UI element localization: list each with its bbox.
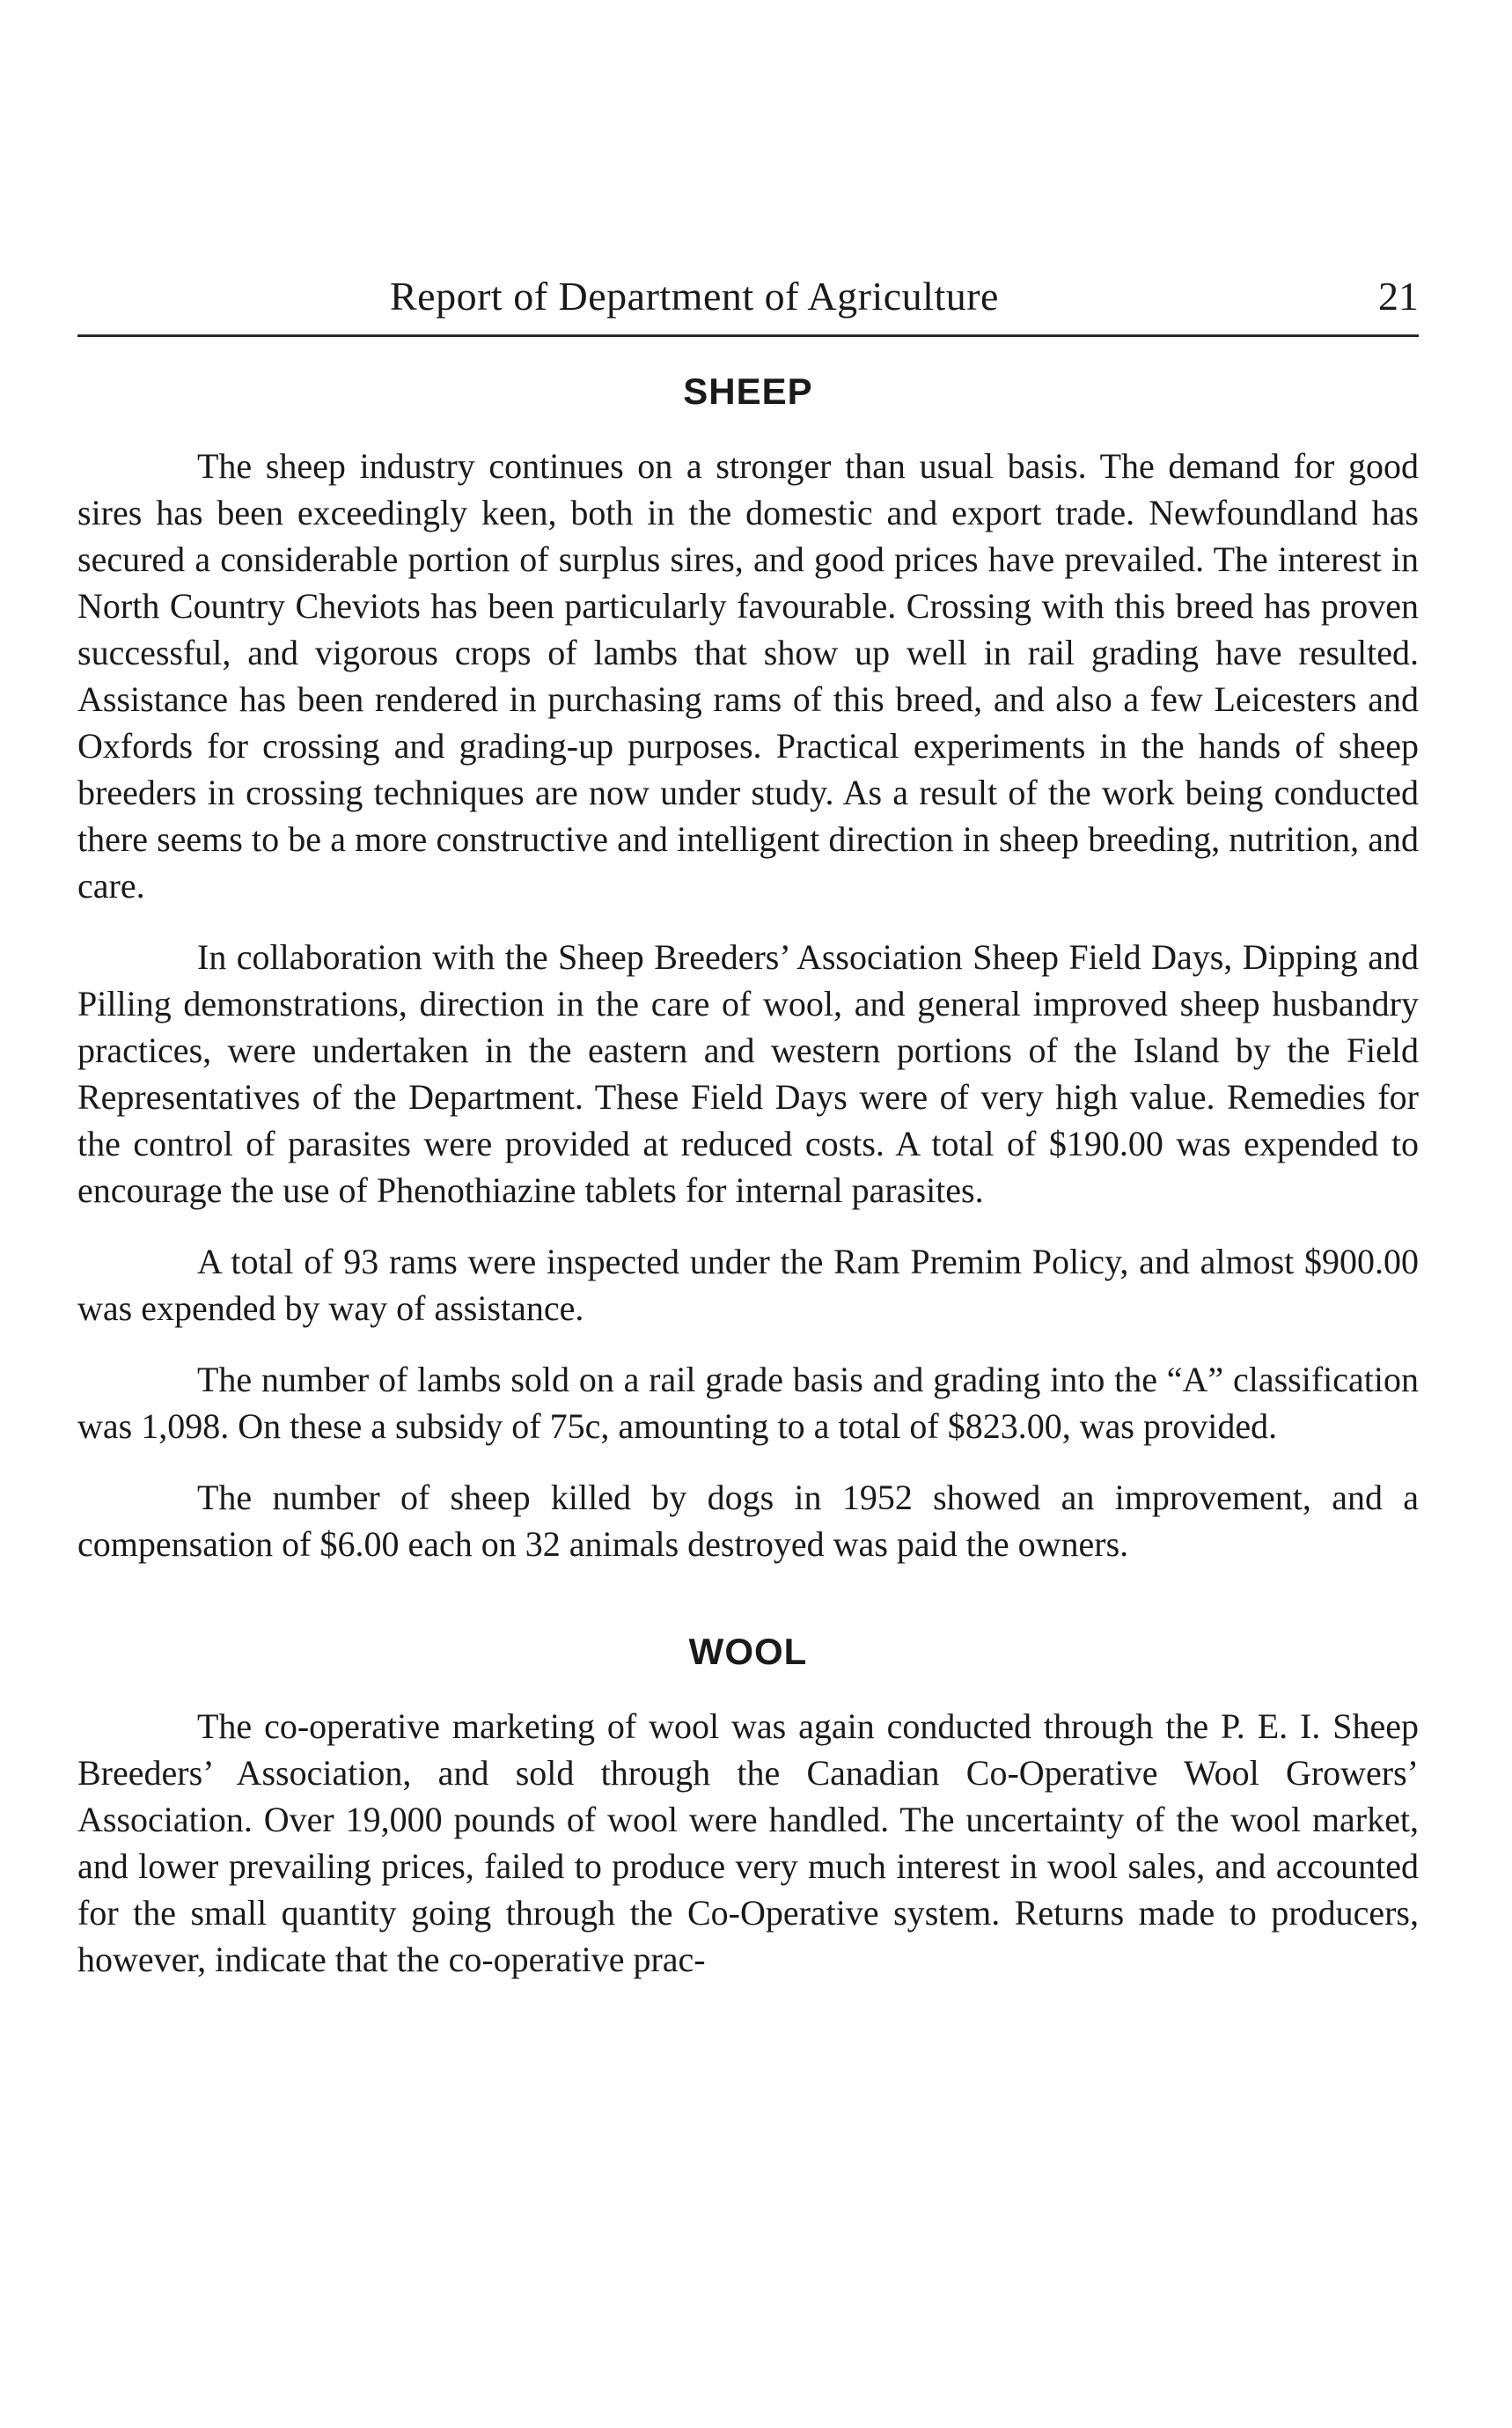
document-page: [77, 264, 1419, 2007]
section-heading-sheep: SHEEP: [683, 370, 813, 412]
paragraph: The number of sheep killed by dogs in 1952 showed an improvement, and a compensation of $6.00 each on 32 animals destroyed was paid the owners.: [77, 1478, 1419, 1564]
section-wool: [77, 1631, 1419, 1983]
paragraph: The number of lambs sold on a rail grade basis and grading into the “A” classification was 1,098. On these a subsidy of 75c, amounting to a total of $823.00, was provided.: [77, 1360, 1419, 1446]
paragraph: A total of 93 rams were inspected under the Ram Premim Policy, and almost $900.00 was expended by way of assistance.: [77, 1242, 1419, 1328]
section-heading-wool: WOOL: [688, 1631, 808, 1672]
running-title: Report of Department of Agriculture: [390, 274, 999, 319]
running-header: [77, 264, 1419, 337]
paragraph: In collaboration with the Sheep Breeders’ Association Sheep Field Days, Dipping and Pilling demonstrations, direction in the care of wool, and general improved sheep husbandry practices, were undertaken in the eastern and western portions of the Island by the Field Representatives of the Department. These Field Days were of very high value. Remedies for the control of parasites were provided at reduced costs. A total of $190.00 was expended to encourage the use of Phenothiazine tablets for internal parasites.: [77, 937, 1419, 1210]
paragraph: The sheep industry continues on a stronger than usual basis. The demand for good sires has been exceedingly keen, both in the domestic and export trade. Newfoundland has secured a considerable portion of surplus sires, and good prices have prevailed. The interest in North Country Cheviots has been particularly favourable. Crossing with this breed has proven successful, and vigorous crops of lambs that show up well in rail grading have resulted. Assistance has been rendered in purchasing rams of this breed, and also a few Leicesters and Oxfords for crossing and grading-up purposes. Practical experiments in the hands of sheep breeders in crossing techniques are now under study. As a result of the work being conducted there seems to be a more constructive and intelligent direction in sheep breeding, nutrition, and care.: [77, 446, 1419, 906]
page-number: 21: [1378, 274, 1419, 319]
paragraph: The co-operative marketing of wool was again conducted through the P. E. I. Sheep Breeders’ Association, and sold through the Canadian Co-Operative Wool Growers’ Association. Over 19,000 pounds of wool were handled. The uncertainty of the wool market, and lower prevailing prices, failed to produce very much interest in wool sales, and accounted for the small quantity going through the Co-Operative system. Returns made to producers, however, indicate that the co-operative prac-: [77, 1706, 1419, 1979]
section-divider-space: [77, 1592, 1419, 1631]
section-sheep: [77, 370, 1419, 1567]
